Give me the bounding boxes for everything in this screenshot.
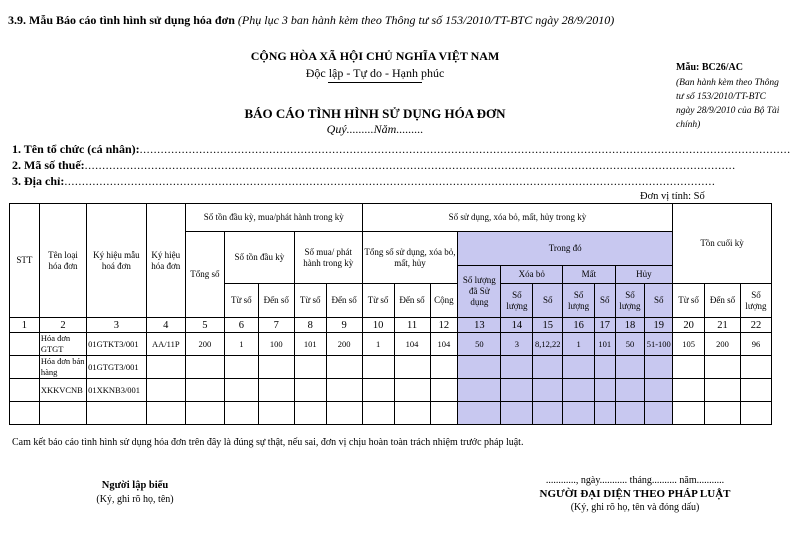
table-cell xyxy=(673,379,705,402)
table-cell xyxy=(185,379,224,402)
maker-title: Người lập biểu xyxy=(101,480,169,491)
table-cell xyxy=(615,402,645,425)
header-lost: Mất xyxy=(563,266,615,284)
table-cell xyxy=(501,402,533,425)
column-number: 9 xyxy=(326,318,362,333)
table-cell xyxy=(146,402,185,425)
heading-number: 3.9. xyxy=(8,13,26,27)
table-row xyxy=(10,402,772,425)
table-cell: 01XKNB3/001 xyxy=(87,379,147,402)
field-address xyxy=(12,174,716,189)
report-period: Quý.........Năm......... xyxy=(326,122,424,136)
table-cell: AA/11P xyxy=(146,333,185,356)
table-cell xyxy=(645,356,673,379)
table-row xyxy=(10,356,772,379)
column-number: 5 xyxy=(185,318,224,333)
form-note: (Ban hành kèm theo Thông tư số 153/2010/TT-BTC ngày 28/9/2010 của Bộ Tài chính) xyxy=(676,78,780,130)
header-number: Số xyxy=(533,284,563,318)
report-table xyxy=(9,203,772,425)
header-cancelled: Xóa bỏ xyxy=(501,266,563,284)
table-cell xyxy=(258,379,294,402)
table-cell: 50 xyxy=(458,333,501,356)
header-number: Số xyxy=(645,284,673,318)
table-cell: 50 xyxy=(615,333,645,356)
unit-label: Đơn vị tính: Số xyxy=(640,191,705,202)
table-cell xyxy=(705,356,741,379)
header-opening-stock: Số tồn đầu kỳ, mua/phát hành trong kỳ xyxy=(185,204,362,232)
header-from-number: Từ số xyxy=(673,284,705,318)
column-number: 2 xyxy=(39,318,86,333)
table-cell xyxy=(10,356,40,379)
header-total: Tổng số xyxy=(185,232,224,318)
table-cell: Hóa đơn GTGT xyxy=(39,333,86,356)
table-cell xyxy=(10,379,40,402)
header-opening-numbers: Số tồn đầu kỳ xyxy=(224,232,294,284)
heading-label: Mẫu Báo cáo tình hình sử dụng hóa đơn xyxy=(29,13,235,27)
header-to-number: Đến số xyxy=(705,284,741,318)
table-cell xyxy=(394,356,430,379)
table-cell: Hóa đơn bán hàng xyxy=(39,356,86,379)
table-cell xyxy=(326,356,362,379)
table-cell xyxy=(533,356,563,379)
column-number: 18 xyxy=(615,318,645,333)
table-cell: 01GTKT3/001 xyxy=(87,333,147,356)
date-line: ............, ngày........... tháng.......... năm........... xyxy=(545,475,725,486)
column-number: 7 xyxy=(258,318,294,333)
table-cell: 200 xyxy=(705,333,741,356)
table-cell xyxy=(705,402,741,425)
header-total-used: Tổng số sử dụng, xóa bỏ, mất, hủy xyxy=(362,232,458,284)
header-quantity: Số lượng xyxy=(501,284,533,318)
republic-title: CỘNG HÒA XÃ HỘI CHỦ NGHĨA VIỆT NAM xyxy=(250,49,500,63)
header-stt: STT xyxy=(10,204,40,318)
table-cell xyxy=(258,356,294,379)
header-form-symbol: Ký hiệu mẫu hoá đơn xyxy=(87,204,147,318)
header-of-which: Trong đó xyxy=(458,232,673,266)
column-number: 15 xyxy=(533,318,563,333)
table-cell xyxy=(224,379,258,402)
table-cell xyxy=(741,402,772,425)
table-cell xyxy=(294,402,326,425)
table-cell xyxy=(146,356,185,379)
report-title: BÁO CÁO TÌNH HÌNH SỬ DỤNG HÓA ĐƠN xyxy=(244,106,506,121)
table-cell xyxy=(501,379,533,402)
column-number: 4 xyxy=(146,318,185,333)
table-cell xyxy=(741,379,772,402)
table-cell xyxy=(326,379,362,402)
table-cell xyxy=(87,402,147,425)
header-closing-stock: Tồn cuối kỳ xyxy=(673,204,772,284)
column-number: 19 xyxy=(645,318,673,333)
table-cell: 51-100 xyxy=(645,333,673,356)
table-cell xyxy=(595,402,616,425)
table-cell xyxy=(595,379,616,402)
header-purchased: Số mua/ phát hành trong kỳ xyxy=(294,232,362,284)
header-to-number: Đến số xyxy=(394,284,430,318)
table-cell xyxy=(673,356,705,379)
motto: Độc lập - Tự do - Hạnh phúc xyxy=(305,66,445,80)
table-cell xyxy=(563,379,595,402)
table-cell xyxy=(362,356,394,379)
table-cell: 101 xyxy=(294,333,326,356)
table-cell: 105 xyxy=(673,333,705,356)
table-cell: 96 xyxy=(741,333,772,356)
table-cell xyxy=(673,402,705,425)
heading-note: (Phụ lục 3 ban hành kèm theo Thông tư số 153/2010/TT-BTC ngày 28/9/2010) xyxy=(237,13,615,27)
column-number: 13 xyxy=(458,318,501,333)
table-cell xyxy=(615,379,645,402)
table-cell xyxy=(615,356,645,379)
header-quantity: Số lượng xyxy=(741,284,772,318)
table-cell: 1 xyxy=(362,333,394,356)
table-cell xyxy=(146,379,185,402)
table-cell xyxy=(224,402,258,425)
header-from-number: Từ số xyxy=(224,284,258,318)
representative-title: NGƯỜI ĐẠI DIỆN THEO PHÁP LUẬT xyxy=(539,488,731,500)
column-number: 16 xyxy=(563,318,595,333)
column-number-row xyxy=(10,318,772,333)
table-row xyxy=(10,333,772,356)
table-cell xyxy=(10,333,40,356)
form-code: Mẫu: BC26/AC xyxy=(676,62,743,73)
table-cell xyxy=(10,402,40,425)
table-cell: 104 xyxy=(430,333,458,356)
table-cell xyxy=(645,379,673,402)
header-from-number: Từ số xyxy=(294,284,326,318)
field-organization xyxy=(12,142,791,157)
header-sum: Cộng xyxy=(430,284,458,318)
table-cell xyxy=(458,379,501,402)
table-cell: XKKVCNB xyxy=(39,379,86,402)
table-cell xyxy=(224,356,258,379)
table-cell xyxy=(430,379,458,402)
column-number: 17 xyxy=(595,318,616,333)
column-number: 14 xyxy=(501,318,533,333)
header-invoice-symbol: Ký hiệu hóa đơn xyxy=(146,204,185,318)
field-tax-code xyxy=(12,158,736,173)
table-cell xyxy=(185,356,224,379)
column-number: 12 xyxy=(430,318,458,333)
table-cell xyxy=(430,402,458,425)
table-cell xyxy=(458,356,501,379)
header-destroyed: Hủy xyxy=(615,266,673,284)
column-number: 1 xyxy=(10,318,40,333)
table-cell xyxy=(705,379,741,402)
table-cell xyxy=(362,402,394,425)
field-organization-dots: .......................................................................................................................................................................................... xyxy=(139,142,791,156)
document-heading xyxy=(8,13,614,28)
table-cell xyxy=(394,402,430,425)
table-cell xyxy=(362,379,394,402)
header-from-number: Từ số xyxy=(362,284,394,318)
table-cell xyxy=(595,356,616,379)
column-number: 3 xyxy=(87,318,147,333)
table-cell xyxy=(458,402,501,425)
header-quantity: Số lượng xyxy=(563,284,595,318)
motto-underline xyxy=(328,82,422,83)
table-row xyxy=(10,379,772,402)
column-number: 10 xyxy=(362,318,394,333)
header-invoice-type: Tên loại hóa đơn xyxy=(39,204,86,318)
table-cell: 1 xyxy=(224,333,258,356)
table-cell xyxy=(39,402,86,425)
maker-note: (Ký, ghi rõ họ, tên) xyxy=(96,494,174,505)
table-cell: 8,12,22 xyxy=(533,333,563,356)
table-cell xyxy=(741,356,772,379)
table-cell xyxy=(645,402,673,425)
header-quantity: Số lượng xyxy=(615,284,645,318)
field-address-dots: .......................................................................................................................................................................................... xyxy=(64,174,716,188)
table-cell: 101 xyxy=(595,333,616,356)
column-number: 20 xyxy=(673,318,705,333)
table-cell xyxy=(294,356,326,379)
table-cell xyxy=(430,356,458,379)
column-number: 6 xyxy=(224,318,258,333)
table-cell: 1 xyxy=(563,333,595,356)
table-cell: 100 xyxy=(258,333,294,356)
table-cell: 3 xyxy=(501,333,533,356)
field-address-label: 3. Địa chỉ: xyxy=(12,174,65,188)
table-cell xyxy=(258,402,294,425)
table-cell: 01GTGT3/001 xyxy=(87,356,147,379)
table-cell xyxy=(326,402,362,425)
column-number: 8 xyxy=(294,318,326,333)
table-cell xyxy=(563,402,595,425)
table-cell xyxy=(294,379,326,402)
table-cell xyxy=(501,356,533,379)
column-number: 21 xyxy=(705,318,741,333)
table-cell xyxy=(185,402,224,425)
table-cell xyxy=(533,379,563,402)
column-number: 11 xyxy=(394,318,430,333)
header-used-quantity: Số lượng đã Sử dụng xyxy=(458,266,501,318)
column-number: 22 xyxy=(741,318,772,333)
table-cell xyxy=(563,356,595,379)
field-organization-label: 1. Tên tổ chức (cá nhân): xyxy=(12,142,140,156)
representative-note: (Ký, ghi rõ họ, tên và đóng dấu) xyxy=(570,502,700,513)
table-cell: 200 xyxy=(326,333,362,356)
header-to-number: Đến số xyxy=(326,284,362,318)
table-cell: 104 xyxy=(394,333,430,356)
table-cell xyxy=(394,379,430,402)
header-to-number: Đến số xyxy=(258,284,294,318)
table-cell: 200 xyxy=(185,333,224,356)
field-tax-code-dots: .......................................................................................................................................................................................... xyxy=(84,158,736,172)
commitment-statement: Cam kết báo cáo tình hình sử dụng hóa đơn trên đây là đúng sự thật, nếu sai, đơn vị chịu hoàn toàn trách nhiệm trước pháp luật. xyxy=(12,437,524,448)
header-number: Số xyxy=(595,284,616,318)
field-tax-code-label: 2. Mã số thuế: xyxy=(12,158,85,172)
header-usage: Số sử dụng, xóa bỏ, mất, hủy trong kỳ xyxy=(362,204,672,232)
table-cell xyxy=(533,402,563,425)
